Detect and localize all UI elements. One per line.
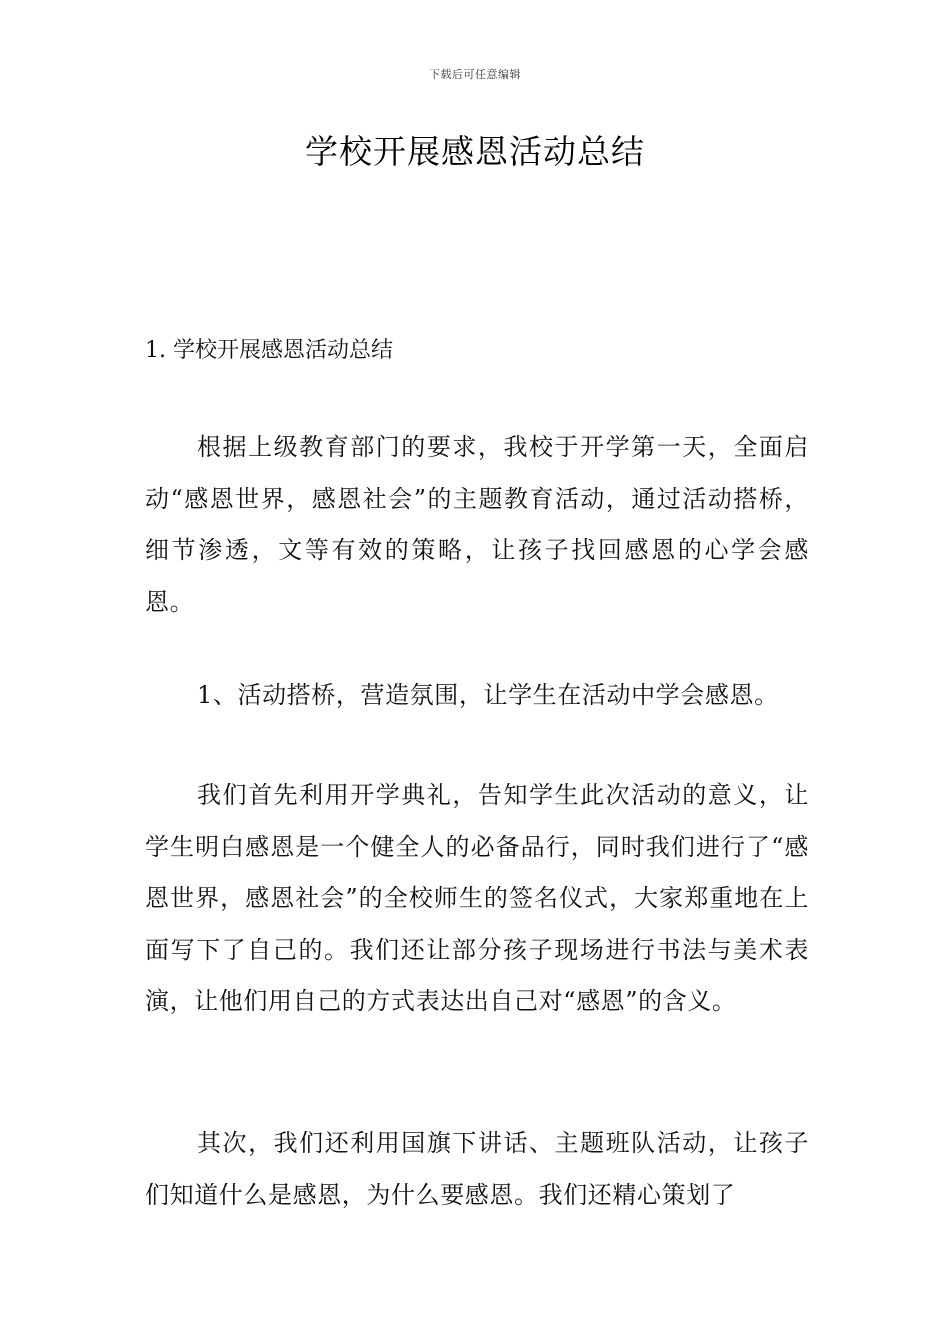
paragraph-opening-ceremony: 我们首先利用开学典礼，告知学生此次活动的意义，让学生明白感恩是一个健全人的必备品行，同时我们进行了“感恩世界，感恩社会”的全校师生的签名仪式，大家郑重地在上面写下了自己的。我们还让部分孩子现场进行书法与美术表演，让他们用自己的方式表达出自己对“感恩”的含义。 [145,781,809,1015]
document-title: 学校开展感恩活动总结 [305,132,645,171]
paragraph-flag-speech: 其次，我们还利用国旗下讲话、主题班队活动，让孩子们知道什么是感恩，为什么要感恩。我们还精心策划了 [145,1129,809,1209]
paragraph-intro: 根据上级教育部门的要求，我校于开学第一天，全面启动“感恩世界，感恩社会”的主题教育活动，通过活动搭桥，细节渗透，文等有效的策略，让孩子找回感恩的心学会感恩。 [145,433,809,616]
paragraph-subheading: 1、活动搭桥，营造氛围，让学生在活动中学会感恩。 [197,681,779,709]
header-note: 下载后可任意编辑 [429,68,521,81]
section-heading: 1. 学校开展感恩活动总结 [145,338,393,363]
